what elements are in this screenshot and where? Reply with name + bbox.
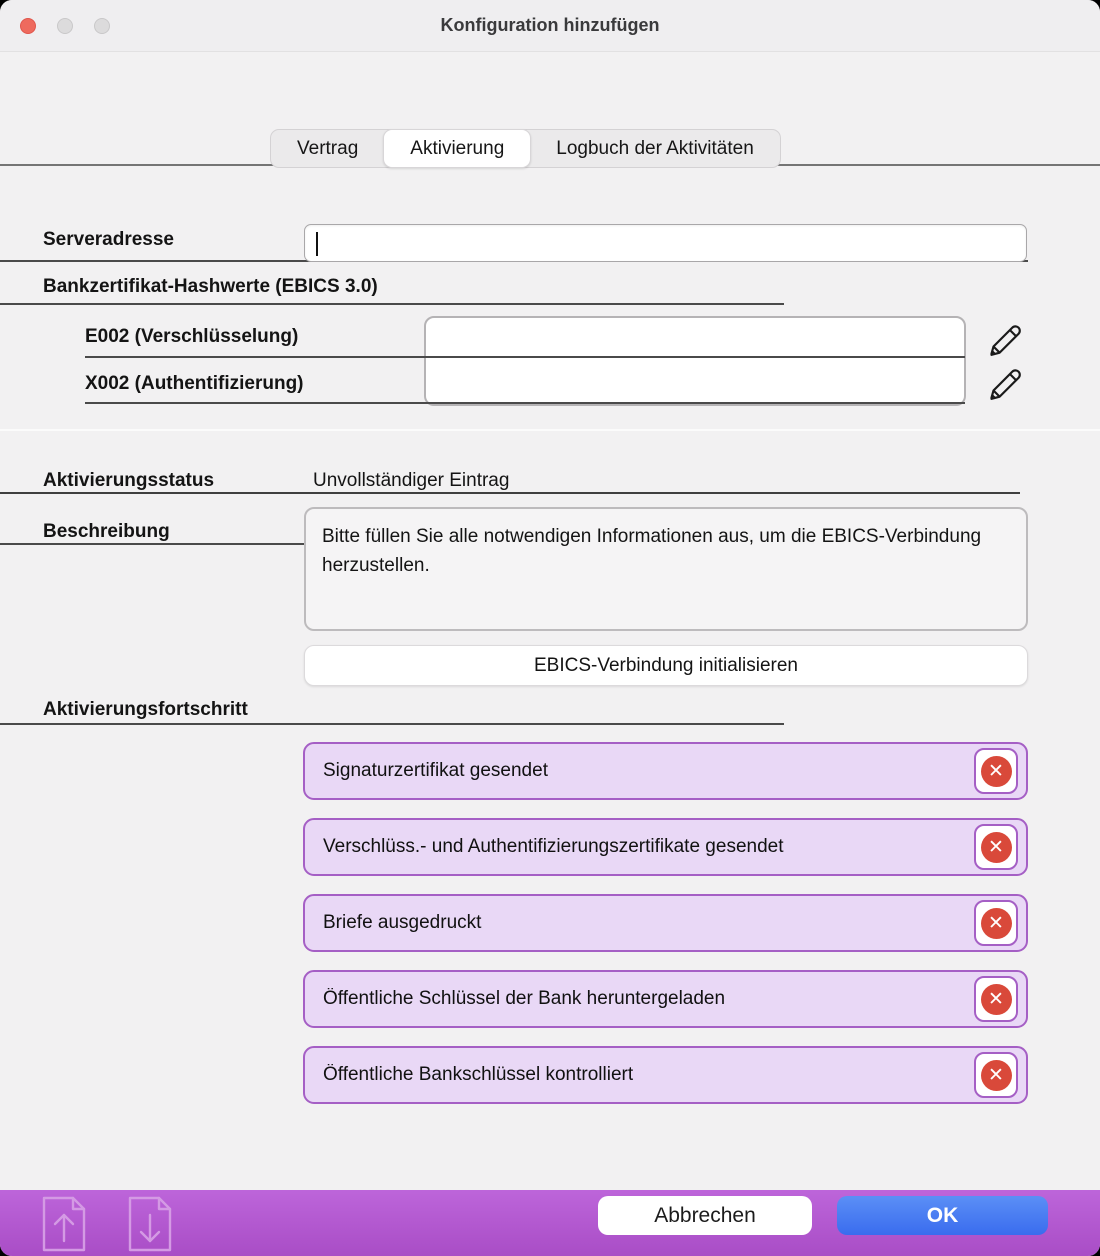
tab-bar	[270, 129, 781, 168]
divider	[0, 492, 1020, 494]
status-failed-button[interactable]	[974, 748, 1018, 794]
activation-status-label: Aktivierungsstatus	[43, 470, 215, 491]
e002-label: E002 (Verschlüsselung)	[85, 326, 299, 347]
progress-section-title: Aktivierungsfortschritt	[43, 699, 248, 720]
x-circle-icon: ✕	[981, 832, 1012, 863]
progress-item	[303, 818, 1028, 876]
init-ebics-connection-button[interactable]: EBICS-Verbindung initialisieren	[304, 645, 1028, 686]
divider	[85, 402, 965, 404]
x-circle-icon: ✕	[981, 984, 1012, 1015]
activation-status-value: Unvollständiger Eintrag	[313, 470, 510, 491]
progress-item-label: Öffentliche Bankschlüssel kontrolliert	[323, 1064, 634, 1085]
status-failed-button[interactable]	[974, 900, 1018, 946]
pencil-icon	[984, 364, 1024, 404]
cancel-button[interactable]: Abbrechen	[598, 1196, 812, 1235]
progress-item-label: Öffentliche Schlüssel der Bank heruntergeladen	[323, 988, 726, 1009]
tab-vertrag[interactable]: Vertrag	[297, 137, 359, 159]
file-download-icon	[122, 1195, 178, 1253]
window-title: Konfiguration hinzufügen	[440, 15, 660, 35]
divider	[0, 303, 784, 305]
progress-item	[303, 1046, 1028, 1104]
progress-item-label: Signaturzertifikat gesendet	[323, 760, 548, 781]
divider	[0, 723, 784, 725]
tab-aktivierung[interactable]: Aktivierung	[383, 129, 531, 168]
title-bar	[0, 0, 1100, 52]
server-address-input[interactable]	[304, 224, 1027, 262]
progress-item	[303, 894, 1028, 952]
text-caret	[316, 232, 318, 256]
divider	[85, 356, 965, 358]
server-address-label: Serveradresse	[43, 229, 174, 250]
minimize-button[interactable]	[57, 18, 73, 34]
progress-item-label: Verschlüss.- und Authentifizierungszertifikate gesendet	[323, 836, 784, 857]
export-configuration-button[interactable]	[36, 1195, 92, 1253]
edit-x002-button[interactable]	[984, 364, 1024, 404]
edit-e002-button[interactable]	[984, 320, 1024, 360]
x-circle-icon: ✕	[981, 756, 1012, 787]
file-upload-icon	[36, 1195, 92, 1253]
status-failed-button[interactable]	[974, 1052, 1018, 1098]
description-text: Bitte füllen Sie alle notwendigen Informationen aus, um die EBICS-Verbindung herzustellen.	[304, 507, 1028, 631]
close-button[interactable]	[20, 18, 36, 34]
status-failed-button[interactable]	[974, 824, 1018, 870]
hash-section-title: Bankzertifikat-Hashwerte (EBICS 3.0)	[43, 276, 378, 297]
progress-item	[303, 742, 1028, 800]
progress-item-label: Briefe ausgedruckt	[323, 912, 482, 933]
import-configuration-button[interactable]	[122, 1195, 178, 1253]
x-circle-icon: ✕	[981, 908, 1012, 939]
description-label: Beschreibung	[43, 521, 170, 542]
pencil-icon	[984, 320, 1024, 360]
hash-fields-group	[424, 316, 966, 406]
ok-button[interactable]: OK	[837, 1196, 1048, 1235]
tab-logbuch[interactable]: Logbuch der Aktivitäten	[556, 137, 754, 159]
footer-bar	[0, 1190, 1100, 1256]
traffic-lights	[20, 18, 110, 34]
status-failed-button[interactable]	[974, 976, 1018, 1022]
x-circle-icon: ✕	[981, 1060, 1012, 1091]
zoom-button[interactable]	[94, 18, 110, 34]
x002-label: X002 (Authentifizierung)	[85, 373, 304, 394]
section-separator	[0, 429, 1100, 431]
progress-item	[303, 970, 1028, 1028]
divider	[0, 543, 305, 545]
